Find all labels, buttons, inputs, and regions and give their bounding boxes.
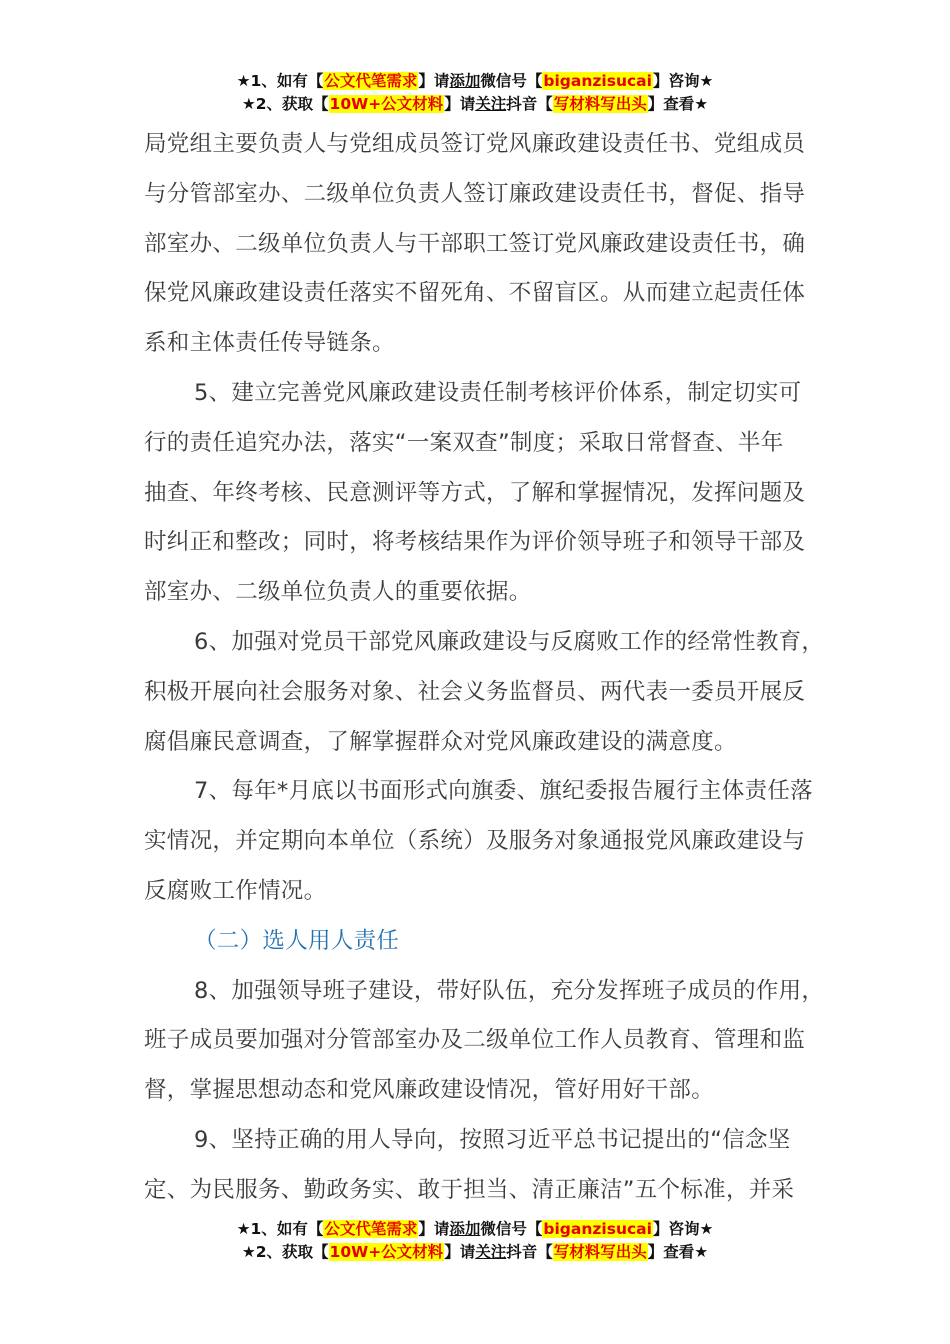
paragraph-8-start: 8、加强领导班子建设，带好队伍，充分发挥班子成员的作用， [194, 977, 825, 1004]
banner-text: 】咨询★ [652, 1220, 714, 1238]
highlight-douyin-account: 写材料写出头 [553, 95, 647, 113]
banner-text: 】请 [444, 1243, 476, 1261]
banner-text: ★1、如有【 [236, 72, 324, 90]
text-line: 部室办、二级单位负责人的重要依据。 [144, 579, 532, 606]
footer-banner [0, 1218, 950, 1264]
banner-line-2 [0, 93, 950, 116]
highlight-service: 公文代笔需求 [324, 1220, 418, 1238]
highlight-wechat-id: biganzisucai [543, 1220, 652, 1238]
banner-text: 】请 [444, 95, 476, 113]
section-heading: （二）选人用人责任 [194, 927, 400, 954]
banner-text: 微信号【 [480, 72, 543, 90]
header-banner [0, 70, 950, 116]
text-line: 局党组主要负责人与党组成员签订党风廉政建设责任书、党组成员 [144, 131, 806, 157]
paragraph-9-start: 9、坚持正确的用人导向，按照习近平总书记提出的“信念坚 [194, 1126, 791, 1153]
text-line: 抽查、年终考核、民意测评等方式，了解和掌握情况，发挥问题及 [144, 479, 806, 506]
paragraph-5-start: 5、建立完善党风廉政建设责任制考核评价体系，制定切实可 [194, 379, 802, 406]
banner-text: 抖音【 [506, 95, 553, 113]
banner-emphasis: 添加 [449, 1220, 481, 1238]
highlight-wechat-id: biganzisucai [543, 72, 652, 90]
banner-text: 抖音【 [506, 1243, 553, 1261]
text-line: 班子成员要加强对分管部室办及二级单位工作人员教育、管理和监 [144, 1027, 806, 1054]
text-line: 保党风廉政建设责任落实不留死角、不留盲区。从而建立起责任体 [144, 280, 806, 307]
text-line: 部室办、二级单位负责人与干部职工签订党风廉政建设责任书，确 [144, 230, 806, 257]
banner-text: 】查看★ [647, 1243, 709, 1261]
banner-text: 】请 [418, 72, 450, 90]
text-line: 行的责任追究办法，落实“一案双查”制度；采取日常督查、半年 [144, 429, 784, 456]
text-line: 定、为民服务、勤政务实、敢于担当、清正廉洁”五个标准，并采 [144, 1176, 795, 1203]
text-line: 与分管部室办、二级单位负责人签订廉政建设责任书，督促、指导 [144, 180, 806, 207]
banner-text: 微信号【 [480, 1220, 543, 1238]
paragraph-6-start: 6、加强对党员干部党风廉政建设与反腐败工作的经常性教育， [194, 628, 825, 655]
text-line: 时纠正和整改；同时，将考核结果作为评价领导班子和领导干部及 [144, 529, 806, 556]
banner-text: ★2、获取【 [241, 95, 329, 113]
banner-emphasis: 添加 [449, 72, 481, 90]
banner-emphasis: 关注 [475, 1243, 507, 1261]
banner-text: ★1、如有【 [236, 1220, 324, 1238]
banner-line-1 [0, 1218, 950, 1241]
highlight-service: 公文代笔需求 [324, 72, 418, 90]
text-line: 系和主体责任传导链条。 [144, 330, 395, 357]
text-line: 积极开展向社会服务对象、社会义务监督员、两代表一委员开展反 [144, 678, 806, 705]
banner-text: 】查看★ [647, 95, 709, 113]
text-line: 督，掌握思想动态和党风廉政建设情况，管好用好干部。 [144, 1077, 715, 1104]
banner-text: ★2、获取【 [241, 1243, 329, 1261]
banner-line-2 [0, 1241, 950, 1264]
highlight-materials: 10W+公文材料 [329, 1243, 444, 1261]
paragraph-7-start: 7、每年*月底以书面形式向旗委、旗纪委报告履行主体责任落 [194, 778, 813, 805]
banner-emphasis: 关注 [475, 95, 507, 113]
highlight-douyin-account: 写材料写出头 [553, 1243, 647, 1261]
banner-text: 】请 [418, 1220, 450, 1238]
text-line: 腐倡廉民意调查，了解掌握群众对党风廉政建设的满意度。 [144, 728, 737, 755]
banner-text: 】咨询★ [652, 72, 714, 90]
highlight-materials: 10W+公文材料 [329, 95, 444, 113]
text-line: 实情况，并定期向本单位（系统）及服务对象通报党风廉政建设与 [144, 828, 806, 855]
document-body [144, 120, 825, 1216]
banner-line-1 [0, 70, 950, 93]
text-line: 反腐败工作情况。 [144, 877, 327, 904]
